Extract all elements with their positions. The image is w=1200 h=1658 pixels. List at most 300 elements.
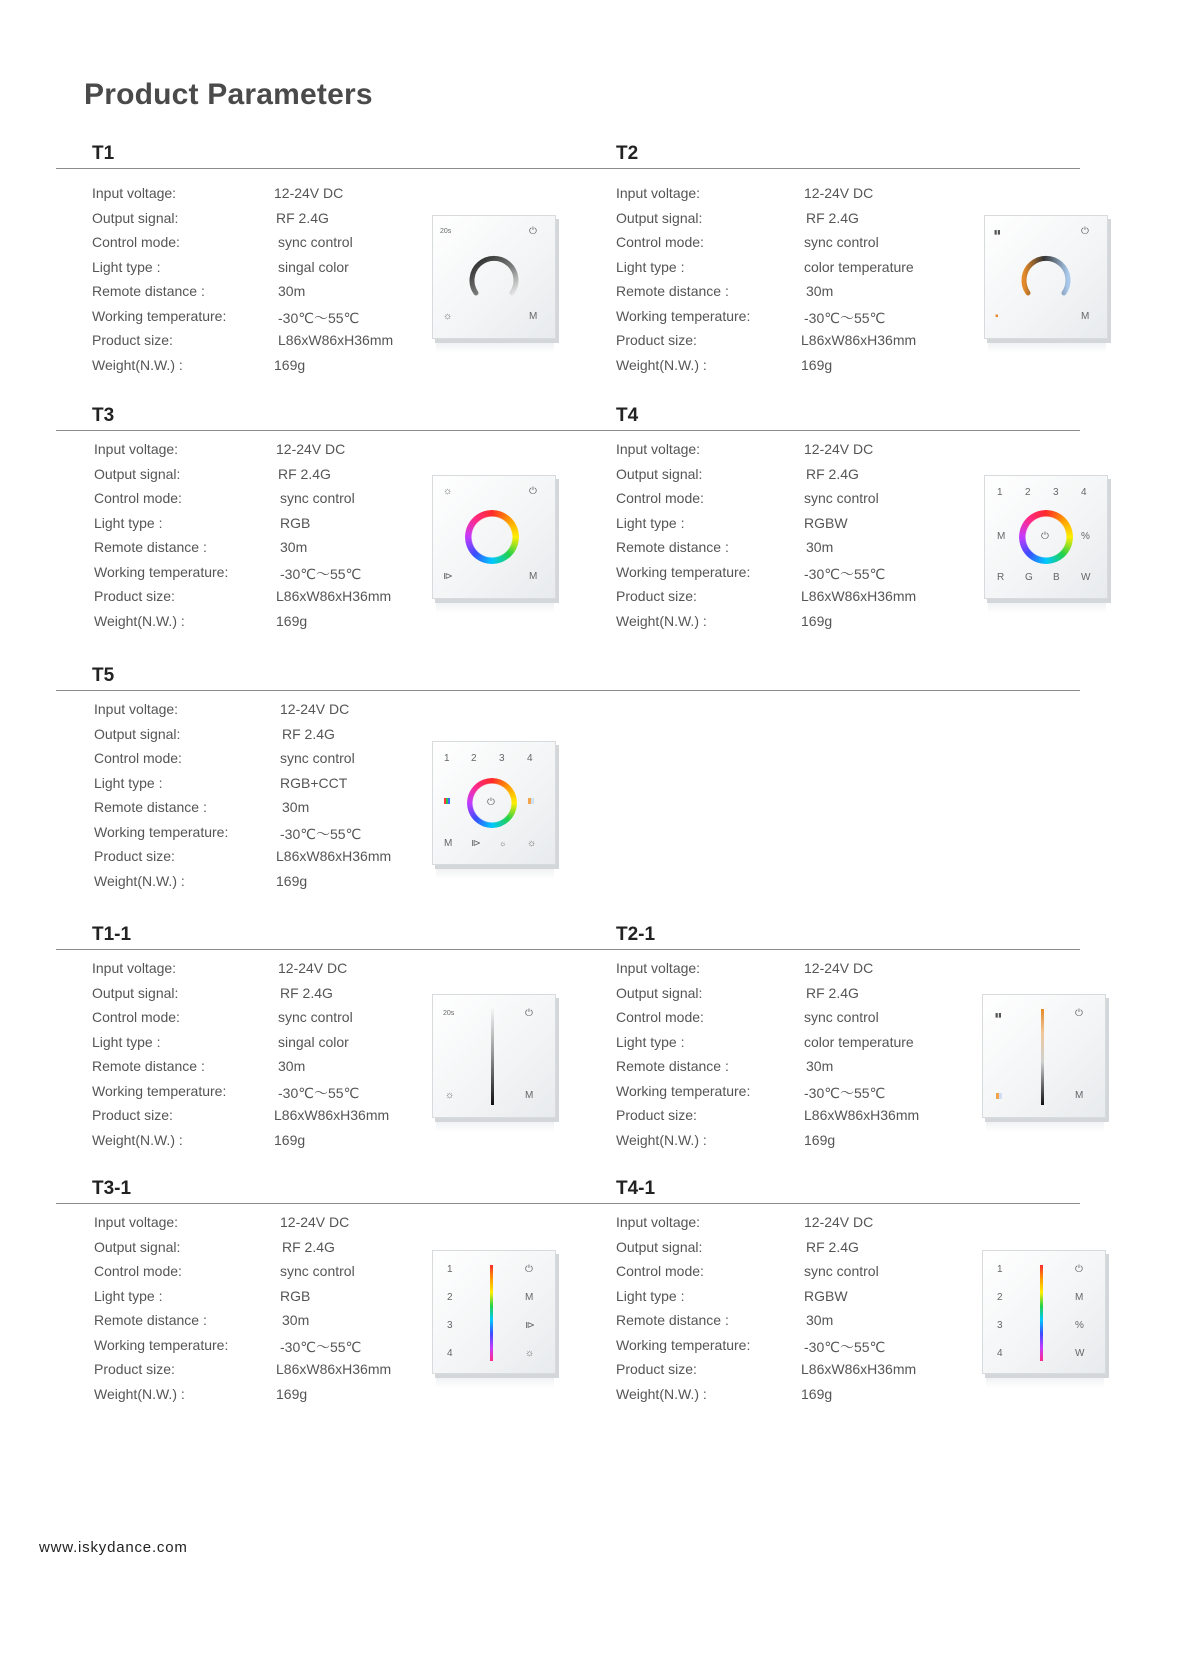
blue-key: B <box>1053 572 1060 583</box>
spec-label: Working temperature: <box>616 1082 751 1099</box>
spec-row-input-voltage <box>92 960 412 985</box>
spec-value: 12-24V DC <box>804 441 874 457</box>
spec-value: RF 2.4G <box>280 984 333 1001</box>
section-title: T1-1 <box>92 924 132 945</box>
power-icon: ⏻ <box>1075 1008 1083 1019</box>
product-image-t5 <box>432 741 556 879</box>
power-icon: ⏻ <box>1075 1264 1083 1275</box>
spec-value: L86xW86xH36mm <box>274 1107 390 1123</box>
mode-icon: M <box>525 1090 534 1101</box>
spec-label: Output signal: <box>94 725 181 742</box>
spec-value: 12-24V DC <box>804 185 874 201</box>
cct-wheel <box>1018 247 1074 303</box>
section-title: T3 <box>92 405 115 426</box>
section-t1 <box>56 143 581 413</box>
spec-row-input-voltage <box>92 185 412 210</box>
mode-icon: M <box>444 838 453 849</box>
section-divider <box>580 430 1080 431</box>
mode-icon: M <box>997 531 1006 542</box>
spec-row-working-temperature <box>616 308 936 333</box>
spec-label: Working temperature: <box>94 823 229 840</box>
spec-label: Remote distance : <box>616 1058 729 1074</box>
power-icon: ⏻ <box>1081 226 1089 237</box>
spec-list <box>94 441 414 637</box>
panel-reflection <box>436 869 554 879</box>
spec-label: Remote distance : <box>94 539 207 555</box>
spec-label: Remote distance : <box>92 1058 205 1074</box>
spec-value: sync control <box>804 490 879 506</box>
touch-panel <box>432 994 556 1118</box>
spec-value: singal color <box>278 258 349 275</box>
section-title: T5 <box>92 665 115 686</box>
spec-label: Product size: <box>616 1361 697 1377</box>
bars-icon: ▮▮ <box>995 1013 1002 1019</box>
spec-value: 12-24V DC <box>804 960 874 976</box>
spec-value: singal color <box>278 1033 349 1050</box>
product-image-t4 <box>984 475 1108 613</box>
color-wheel <box>465 510 519 564</box>
cct-icon: ▪ <box>995 311 999 322</box>
spec-value: sync control <box>280 490 355 506</box>
product-image-t3-1 <box>432 1250 556 1388</box>
spec-row-remote-distance <box>616 1058 936 1083</box>
spec-row-control-mode <box>94 1263 414 1288</box>
spec-value: 30m <box>806 283 834 299</box>
spec-label: Weight(N.W.) : <box>94 1385 185 1402</box>
spec-row-working-temperature <box>92 308 412 333</box>
spec-label: Product size: <box>94 1361 175 1377</box>
dimmer-slider <box>491 1009 494 1105</box>
section-divider <box>56 430 581 431</box>
spec-value: RGB <box>280 514 311 531</box>
spec-label: Working temperature: <box>616 307 751 324</box>
spec-row-working-temperature <box>94 564 414 589</box>
section-title: T4-1 <box>616 1178 656 1199</box>
saturation-icon: % <box>1075 1320 1084 1331</box>
speed-icon: ⧐ <box>471 838 481 849</box>
panel-reflection <box>988 343 1106 353</box>
spec-value: 30m <box>278 283 306 299</box>
spec-label: Remote distance : <box>94 1312 207 1328</box>
spec-value: 12-24V DC <box>804 1214 874 1230</box>
spec-label: Output signal: <box>92 209 179 226</box>
spec-value: 169g <box>274 1131 306 1148</box>
spec-value: RF 2.4G <box>806 465 859 482</box>
spec-label: Light type : <box>616 514 685 531</box>
spec-row-product-size <box>94 588 414 613</box>
spec-value: 30m <box>278 1058 306 1074</box>
touch-panel <box>432 475 556 599</box>
spec-row-product-size <box>94 1361 414 1386</box>
spec-value: RF 2.4G <box>806 209 859 226</box>
spec-row-remote-distance <box>94 539 414 564</box>
product-image-t2-1 <box>982 994 1106 1132</box>
spec-row-output-signal <box>92 210 412 235</box>
spec-value: RGB+CCT <box>280 774 348 791</box>
spec-list <box>616 960 936 1156</box>
spec-label: Weight(N.W.) : <box>92 356 183 373</box>
spec-label: Light type : <box>616 1287 685 1304</box>
spec-row-weight <box>616 1132 936 1157</box>
spec-label: Product size: <box>94 588 175 604</box>
spec-label: Light type : <box>94 514 163 531</box>
spec-label: Light type : <box>94 1287 163 1304</box>
spec-label: Output signal: <box>616 1238 703 1255</box>
spec-label: Output signal: <box>92 984 179 1001</box>
spec-value: 169g <box>276 612 308 629</box>
spec-value: -30℃～55℃ <box>280 1338 362 1355</box>
section-title: T2 <box>616 143 639 164</box>
spec-row-working-temperature <box>94 824 414 849</box>
spec-list <box>616 441 936 637</box>
spec-row-output-signal <box>616 985 936 1010</box>
spec-row-remote-distance <box>94 799 414 824</box>
spec-label: Product size: <box>616 332 697 348</box>
spec-label: Input voltage: <box>94 441 179 457</box>
spec-label: Control mode: <box>92 1009 180 1025</box>
spec-row-light-type <box>94 1288 414 1313</box>
spec-label: Control mode: <box>94 490 182 506</box>
scene-key-3: 3 <box>447 1320 453 1331</box>
cct-slider <box>1041 1009 1044 1105</box>
spec-row-working-temperature <box>94 1337 414 1362</box>
spec-row-remote-distance <box>92 1058 412 1083</box>
spec-value: 30m <box>280 539 308 555</box>
spec-label: Weight(N.W.) : <box>94 612 185 629</box>
section-divider <box>580 168 1080 169</box>
power-icon: ⏻ <box>525 1264 533 1275</box>
spec-label: Output signal: <box>94 1238 181 1255</box>
cct-dot-icon <box>528 798 534 804</box>
spec-label: Light type : <box>92 1033 161 1050</box>
mode-icon: M <box>529 571 538 582</box>
brightness-up-icon: ☼ <box>527 838 537 849</box>
spec-value: sync control <box>278 234 353 250</box>
spec-label: Weight(N.W.) : <box>616 1131 707 1148</box>
spec-value: color temperature <box>804 258 914 275</box>
spec-row-remote-distance <box>616 1312 936 1337</box>
spec-row-input-voltage <box>94 1214 414 1239</box>
spec-label: Weight(N.W.) : <box>616 612 707 629</box>
touch-panel <box>432 215 556 339</box>
spec-row-product-size <box>94 848 414 873</box>
section-divider <box>56 168 581 169</box>
spec-row-output-signal <box>92 985 412 1010</box>
spec-label: Working temperature: <box>94 1336 229 1353</box>
timer-icon: 20s <box>440 228 452 235</box>
panel-reflection <box>436 603 554 613</box>
spec-label: Remote distance : <box>616 539 729 555</box>
spec-label: Control mode: <box>616 1009 704 1025</box>
scene-key-2: 2 <box>1025 487 1031 498</box>
spec-value: RF 2.4G <box>282 725 335 742</box>
spec-value: RGBW <box>804 514 848 531</box>
spec-row-light-type <box>616 515 936 540</box>
product-image-t1-1 <box>432 994 556 1132</box>
spec-label: Working temperature: <box>92 1082 227 1099</box>
spec-label: Control mode: <box>616 234 704 250</box>
section-divider <box>580 1203 1080 1204</box>
scene-key-4: 4 <box>997 1348 1003 1359</box>
section-t5 <box>56 665 1080 935</box>
scene-key-4: 4 <box>527 753 533 764</box>
power-icon: ⏻ <box>529 226 537 237</box>
spec-value: -30℃～55℃ <box>804 309 886 326</box>
spec-row-light-type <box>616 1288 936 1313</box>
white-key: W <box>1081 572 1091 583</box>
spec-list <box>92 185 412 381</box>
mode-icon: M <box>1081 311 1090 322</box>
spec-value: -30℃～55℃ <box>278 309 360 326</box>
spec-row-input-voltage <box>94 701 414 726</box>
spec-value: 30m <box>806 1312 834 1328</box>
spec-value: sync control <box>280 1263 355 1279</box>
scene-key-2: 2 <box>447 1292 453 1303</box>
spec-value: L86xW86xH36mm <box>804 1107 920 1123</box>
spec-value: 30m <box>282 799 310 815</box>
spec-label: Weight(N.W.) : <box>616 356 707 373</box>
spec-value: 169g <box>801 612 833 629</box>
spec-value: 30m <box>806 1058 834 1074</box>
spec-row-control-mode <box>616 1009 936 1034</box>
touch-panel <box>984 475 1108 599</box>
spec-label: Remote distance : <box>616 1312 729 1328</box>
power-icon: ⏻ <box>1041 531 1049 542</box>
spec-value: 30m <box>806 539 834 555</box>
red-key: R <box>997 572 1005 583</box>
spec-value: L86xW86xH36mm <box>801 332 917 348</box>
white-key: W <box>1075 1348 1085 1359</box>
spec-list <box>616 185 936 381</box>
spec-row-remote-distance <box>92 283 412 308</box>
spec-label: Light type : <box>94 774 163 791</box>
scene-key-2: 2 <box>471 753 477 764</box>
spec-label: Product size: <box>92 1107 173 1123</box>
spec-value: 169g <box>274 356 306 373</box>
panel-reflection <box>436 1122 554 1132</box>
spec-row-control-mode <box>94 750 414 775</box>
spec-label: Control mode: <box>94 1263 182 1279</box>
spec-value: sync control <box>278 1009 353 1025</box>
spec-label: Weight(N.W.) : <box>94 872 185 889</box>
spec-row-weight <box>92 1132 412 1157</box>
spec-value: -30℃～55℃ <box>804 1084 886 1101</box>
spec-value: sync control <box>804 234 879 250</box>
product-image-t2 <box>984 215 1108 353</box>
section-t2-1 <box>580 924 1084 1194</box>
spec-row-control-mode <box>616 1263 936 1288</box>
spec-row-working-temperature <box>616 564 936 589</box>
spec-row-weight <box>616 1386 936 1411</box>
spec-list <box>94 1214 414 1410</box>
spec-row-input-voltage <box>94 441 414 466</box>
dimmer-wheel <box>466 247 522 303</box>
spec-value: 169g <box>801 356 833 373</box>
section-title: T4 <box>616 405 639 426</box>
product-image-t3 <box>432 475 556 613</box>
spec-row-working-temperature <box>616 1337 936 1362</box>
spec-label: Remote distance : <box>616 283 729 299</box>
section-divider <box>56 690 1080 691</box>
spec-value: 12-24V DC <box>276 441 346 457</box>
spec-label: Input voltage: <box>94 1214 179 1230</box>
touch-panel <box>984 215 1108 339</box>
spec-value: -30℃～55℃ <box>804 1338 886 1355</box>
section-t4 <box>580 405 1091 675</box>
spec-label: Input voltage: <box>616 441 701 457</box>
brightness-icon: ☼ <box>443 311 453 322</box>
spec-label: Output signal: <box>94 465 181 482</box>
spec-value: -30℃～55℃ <box>278 1084 360 1101</box>
spec-list <box>92 960 412 1156</box>
spec-value: RF 2.4G <box>282 1238 335 1255</box>
spec-value: L86xW86xH36mm <box>276 588 392 604</box>
spec-value: sync control <box>804 1009 879 1025</box>
touch-panel <box>982 1250 1106 1374</box>
spec-row-light-type <box>92 1034 412 1059</box>
spec-label: Working temperature: <box>92 307 227 324</box>
spec-row-control-mode <box>616 234 936 259</box>
spec-row-product-size <box>616 588 936 613</box>
touch-panel <box>432 1250 556 1374</box>
spec-value: 30m <box>282 1312 310 1328</box>
spec-row-product-size <box>616 332 936 357</box>
spec-value: L86xW86xH36mm <box>278 332 394 348</box>
spec-value: RGB <box>280 1287 311 1304</box>
spec-value: 12-24V DC <box>274 185 344 201</box>
cct-dot-icon <box>996 1093 1002 1099</box>
spec-value: RF 2.4G <box>806 984 859 1001</box>
spec-label: Output signal: <box>616 984 703 1001</box>
spec-label: Control mode: <box>94 750 182 766</box>
section-t1-1 <box>56 924 581 1194</box>
spec-value: 169g <box>276 872 308 889</box>
spec-label: Working temperature: <box>616 1336 751 1353</box>
spec-value: L86xW86xH36mm <box>801 588 917 604</box>
spec-row-output-signal <box>94 726 414 751</box>
spec-row-control-mode <box>94 490 414 515</box>
spec-value: sync control <box>804 1263 879 1279</box>
spec-row-output-signal <box>616 210 936 235</box>
section-t2 <box>580 143 1090 413</box>
spec-row-product-size <box>616 1107 936 1132</box>
spec-label: Weight(N.W.) : <box>92 1131 183 1148</box>
spec-label: Product size: <box>92 332 173 348</box>
spec-label: Product size: <box>616 1107 697 1123</box>
section-divider <box>580 949 1080 950</box>
spec-label: Remote distance : <box>92 283 205 299</box>
spec-value: -30℃～55℃ <box>280 565 362 582</box>
spec-row-control-mode <box>616 490 936 515</box>
spec-row-remote-distance <box>616 283 936 308</box>
speed-icon: ⧐ <box>443 571 453 582</box>
spec-row-input-voltage <box>616 441 936 466</box>
spec-value: RF 2.4G <box>278 465 331 482</box>
scene-key-1: 1 <box>997 1264 1003 1275</box>
mode-icon: M <box>1075 1292 1084 1303</box>
spec-row-product-size <box>92 1107 412 1132</box>
spec-row-weight <box>94 613 414 638</box>
touch-panel <box>432 741 556 865</box>
power-icon: ⏻ <box>487 797 495 808</box>
mode-icon: M <box>1075 1090 1084 1101</box>
panel-reflection <box>986 1122 1104 1132</box>
brightness-down-icon: ☼ <box>499 839 507 848</box>
spec-row-weight <box>616 357 936 382</box>
spec-value: RF 2.4G <box>806 1238 859 1255</box>
spec-row-light-type <box>616 1034 936 1059</box>
scene-key-3: 3 <box>499 753 505 764</box>
spec-value: L86xW86xH36mm <box>801 1361 917 1377</box>
spec-label: Input voltage: <box>616 960 701 976</box>
scene-key-4: 4 <box>447 1348 453 1359</box>
panel-reflection <box>436 1378 554 1388</box>
product-image-t1 <box>432 215 556 353</box>
spec-label: Control mode: <box>616 490 704 506</box>
spec-value: color temperature <box>804 1033 914 1050</box>
footer-website: www.iskydance.com <box>39 1539 188 1556</box>
brightness-icon: ☼ <box>525 1348 535 1359</box>
spec-label: Remote distance : <box>94 799 207 815</box>
section-title: T1 <box>92 143 115 164</box>
spec-row-light-type <box>92 259 412 284</box>
spec-value: RF 2.4G <box>276 209 329 226</box>
mode-icon: M <box>529 311 538 322</box>
rgb-dot-icon <box>444 798 450 804</box>
section-t3-1 <box>56 1178 581 1448</box>
brightness-icon: ☼ <box>445 1090 455 1101</box>
spec-value: -30℃～55℃ <box>280 825 362 842</box>
spec-row-light-type <box>616 259 936 284</box>
spec-label: Working temperature: <box>616 563 751 580</box>
scene-key-1: 1 <box>444 753 450 764</box>
spec-row-weight <box>94 873 414 898</box>
section-divider <box>56 949 581 950</box>
section-t3 <box>56 405 581 675</box>
spec-row-input-voltage <box>616 960 936 985</box>
spec-row-remote-distance <box>616 539 936 564</box>
speed-icon: ⧐ <box>525 1320 535 1331</box>
spec-row-remote-distance <box>94 1312 414 1337</box>
section-divider <box>56 1203 581 1204</box>
spec-value: 169g <box>804 1131 836 1148</box>
scene-key-2: 2 <box>997 1292 1003 1303</box>
scene-key-4: 4 <box>1081 487 1087 498</box>
spec-row-input-voltage <box>616 1214 936 1239</box>
spec-label: Product size: <box>94 848 175 864</box>
spec-value: 169g <box>801 1385 833 1402</box>
spec-list <box>94 701 414 897</box>
section-title: T3-1 <box>92 1178 132 1199</box>
spec-row-working-temperature <box>616 1083 936 1108</box>
spec-label: Product size: <box>616 588 697 604</box>
timer-icon: 20s <box>443 1010 455 1017</box>
spec-label: Light type : <box>616 258 685 275</box>
section-t4-1 <box>580 1178 1085 1448</box>
spec-value: L86xW86xH36mm <box>276 848 392 864</box>
spec-label: Light type : <box>92 258 161 275</box>
spec-label: Input voltage: <box>616 1214 701 1230</box>
power-icon: ⏻ <box>525 1008 533 1019</box>
spec-row-control-mode <box>92 234 412 259</box>
spec-label: Output signal: <box>616 209 703 226</box>
spec-label: Input voltage: <box>94 701 179 717</box>
spec-row-light-type <box>94 515 414 540</box>
spec-row-control-mode <box>92 1009 412 1034</box>
spec-row-weight <box>616 613 936 638</box>
spec-label: Output signal: <box>616 465 703 482</box>
spec-value: RGBW <box>804 1287 848 1304</box>
